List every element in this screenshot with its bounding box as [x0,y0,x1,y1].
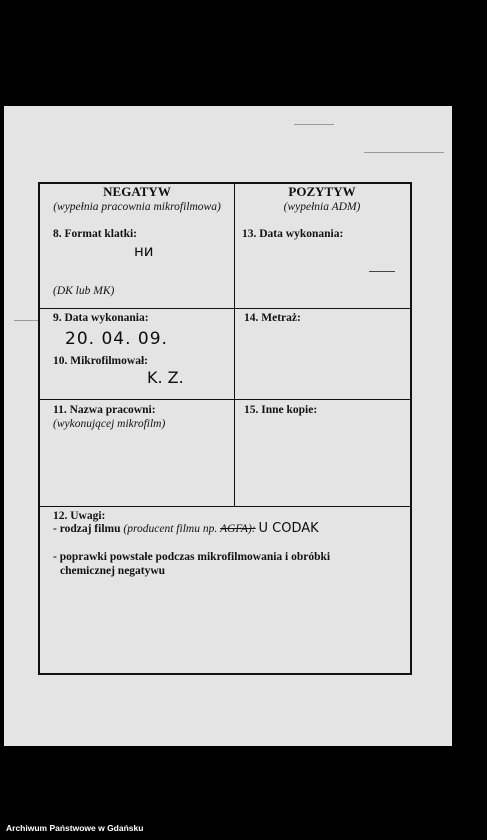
rodzaj-filmu-struck: AGFA): [220,523,256,535]
mikrofilmowal-label: 10. Mikrofilmował: [53,355,148,367]
negatyw-title: NEGATYW [103,184,171,199]
row-divider [40,308,410,309]
data-wykonania-value: 20. 04. 09. [65,329,168,349]
row-divider [40,399,410,400]
scan-artifact [364,152,444,153]
data-wykonania-label: 9. Data wykonania: [53,312,149,324]
scan-artifact [14,320,38,321]
pozytyw-data-wykonania-label: 13. Data wykonania: [242,228,344,240]
format-klatki-label: 8. Format klatki: [53,228,138,240]
rodzaj-filmu-hint: (producent filmu np. [123,523,218,535]
rodzaj-filmu-line [53,522,319,536]
nazwa-pracowni-note: (wykonującej mikrofilm) [53,418,166,430]
inne-kopie-label: 15. Inne kopie: [244,404,318,416]
row-divider [40,506,410,507]
uwagi-label: 12. Uwagi: [53,510,106,522]
format-klatki-note: (DK lub MK) [53,285,115,297]
poprawki-line-cont: chemicznej negatywu [60,565,166,577]
rodzaj-filmu-label: - rodzaj filmu [53,523,121,535]
scanned-form-sheet [4,106,452,746]
rodzaj-filmu-value: U CODAK [258,521,319,536]
negatyw-subtitle: (wypełnia pracownia mikrofilmowa) [53,201,221,213]
nazwa-pracowni-label: 11. Nazwa pracowni: [53,404,156,416]
archive-watermark: Archiwum Państwowe w Gdańsku [6,823,144,833]
pozytyw-subtitle: (wypełnia ADM) [283,201,361,213]
column-divider [234,184,235,506]
pozytyw-title: POZYTYW [288,184,356,199]
format-klatki-value: ни [134,242,154,260]
microfilm-record-form [38,182,412,675]
scan-artifact [294,124,334,125]
metraz-label: 14. Metraż: [244,312,301,324]
mikrofilmowal-value: K. Z. [147,368,184,387]
poprawki-line: - poprawki powstałe podczas mikrofilmowania i obróbki [53,551,331,563]
